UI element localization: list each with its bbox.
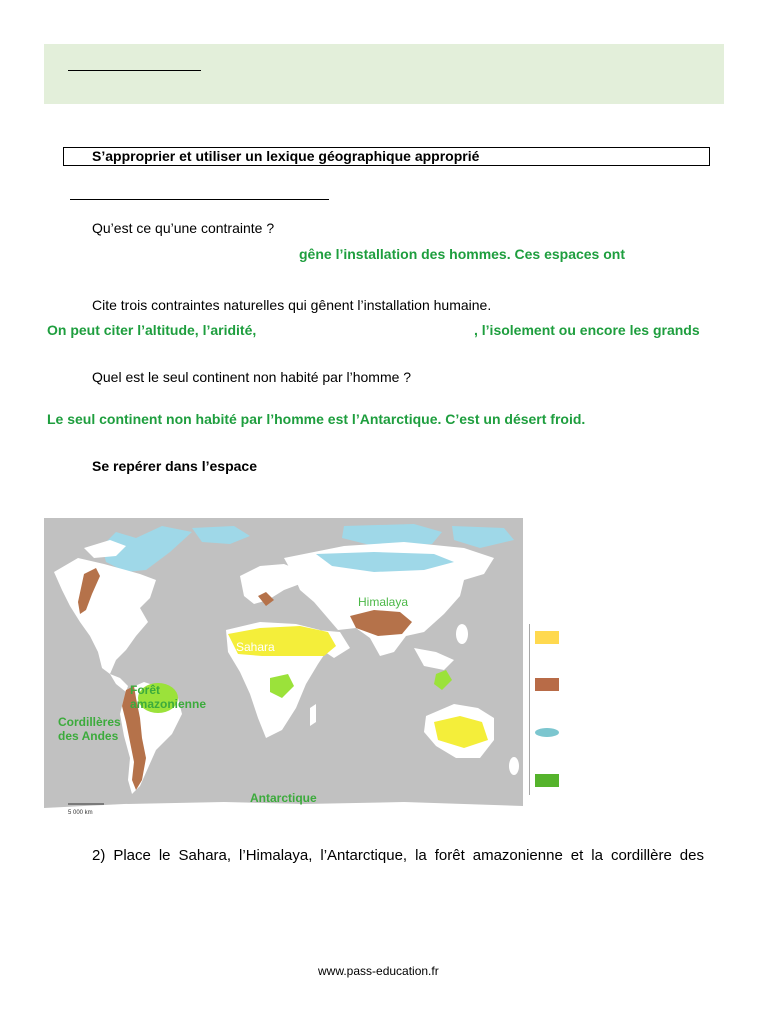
label-antarctique: Antarctique [250,791,317,805]
antarctica [44,802,523,822]
scale-label: 5 000 km [68,810,93,816]
question-1: Qu’est ce qu’une contrainte ? [92,220,275,236]
world-map-svg [44,518,523,822]
header-title-line [68,70,201,71]
question-2: Cite trois contraintes naturelles qui gênent l’installation humaine. [92,297,492,313]
mountain-swatch [535,678,559,691]
philippines [456,624,468,644]
section-title: S’approprier et utiliser un lexique géographique approprié [92,148,480,164]
header-band [44,44,724,104]
label-andes-1: Cordillères [58,715,121,729]
forest-swatch [535,774,559,787]
world-map [44,518,523,822]
subsection-title: Se repérer dans l’espace [92,458,257,474]
question-3: Quel est le seul continent non habité par l’homme ? [92,369,412,385]
answer-2-part1: On peut citer l’altitude, l’aridité, [47,322,257,338]
label-foret-1: Forêt [130,683,160,697]
label-sahara: Sahara [236,640,275,654]
answer-3: Le seul continent non habité par l’homme est l’Antarctique. C’est un désert froid. [47,411,586,427]
desert-swatch [535,631,559,644]
answer-2-part2: , l’isolement ou encore les grands [474,322,700,338]
legend-bar [529,624,530,795]
footer-url[interactable]: www.pass-education.fr [318,964,439,978]
answer-1: gêne l’installation des hommes. Ces espaces ont [299,246,625,262]
heading-rule [70,199,329,200]
label-foret-2: amazonienne [130,697,207,711]
new-zealand [509,757,519,775]
label-himalaya: Himalaya [358,595,409,609]
section-title-box [63,147,710,166]
ice-swatch [535,728,559,737]
instruction-2: 2) Place le Sahara, l’Himalaya, l’Antarctique, la forêt amazonienne et la cordillère des [92,847,704,864]
label-andes-2: des Andes [58,729,119,743]
